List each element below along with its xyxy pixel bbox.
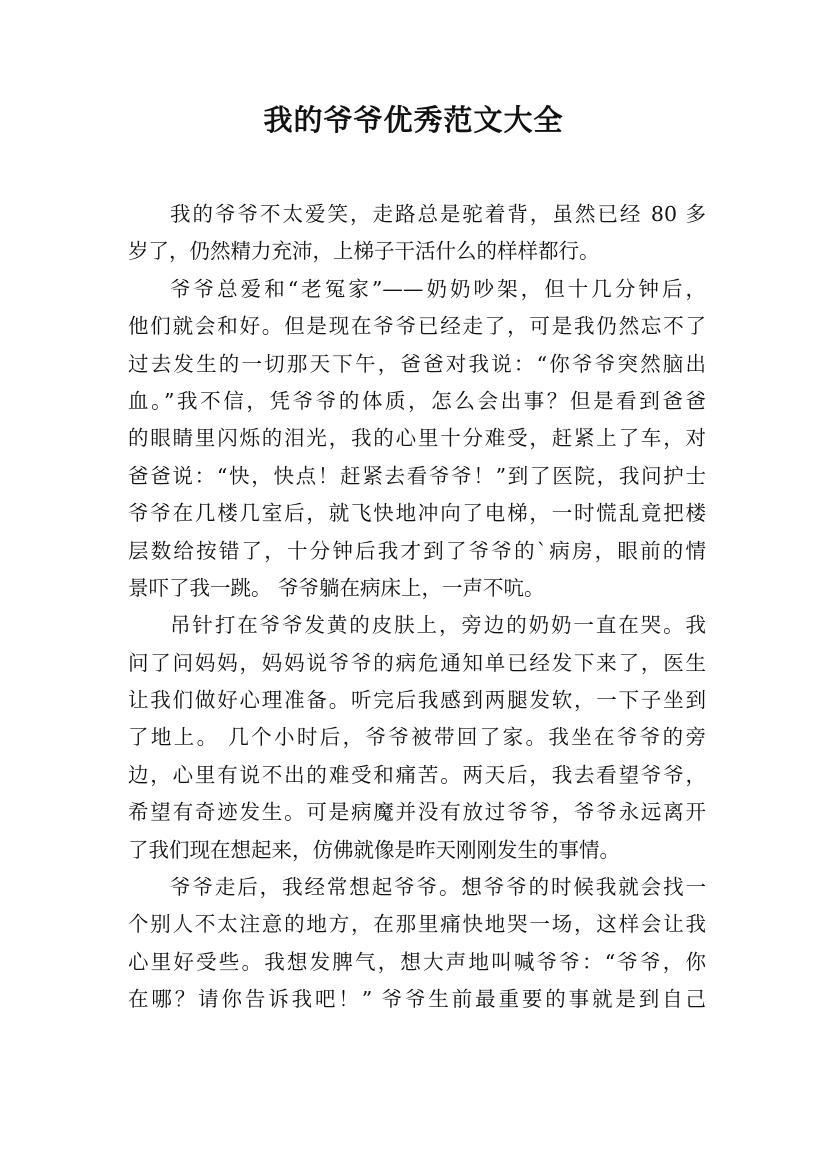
body-line: 爸爸说：“快，快点！赶紧去看爷爷！”到了医院，我问护士 bbox=[128, 463, 706, 488]
body-line: 他们就会和好。但是现在爷爷已经走了，可是我仍然忘不了 bbox=[128, 314, 706, 339]
body-line: 心里好受些。我想发脾气，想大声地叫喊爷爷：“爷爷，你 bbox=[128, 949, 706, 974]
body-line: 希望有奇迹发生。可是病魔并没有放过爷爷，爷爷永远离开 bbox=[128, 800, 706, 825]
document-title: 我的爷爷优秀范文大全 bbox=[263, 103, 564, 137]
body-line: 爷爷在几楼几室后，就飞快地冲向了电梯，一时慌乱竟把楼 bbox=[128, 501, 706, 526]
body-line: 过去发生的一切那天下午，爸爸对我说：“你爷爷突然脑出 bbox=[128, 351, 706, 376]
body-line: 边，心里有说不出的难受和痛苦。两天后，我去看望爷爷， bbox=[128, 762, 706, 787]
body-line: 我的爷爷不太爱笑，走路总是驼着背，虽然已经 80 多 bbox=[170, 202, 706, 226]
body-line: 了我们现在想起来，仿佛就像是昨天刚刚发生的事情。 bbox=[128, 837, 620, 862]
body-line: 景吓了我一跳。 爷爷躺在病床上，一声不吭。 bbox=[128, 575, 545, 600]
body-line: 爷爷走后，我经常想起爷爷。想爷爷的时候我就会找一 bbox=[170, 875, 706, 900]
body-line: 吊针打在爷爷发黄的皮肤上，旁边的奶奶一直在哭。我 bbox=[170, 613, 706, 638]
body-line: 岁了，仍然精力充沛，上梯子干活什么的样样都行。 bbox=[128, 239, 600, 264]
document-body bbox=[128, 196, 706, 1019]
body-line: 了地上。 几个小时后，爷爷被带回了家。我坐在爷爷的旁 bbox=[128, 725, 706, 750]
body-line: 爷爷总爱和“老冤家”——奶奶吵架，但十几分钟后， bbox=[170, 276, 706, 301]
body-line: 在哪？请你告诉我吧！” 爷爷生前最重要的事就是到自己 bbox=[128, 987, 706, 1012]
body-line: 问了问妈妈，妈妈说爷爷的病危通知单已经发下来了，医生 bbox=[128, 650, 706, 675]
body-line: 血。”我不信，凭爷爷的体质，怎么会出事？但是看到爸爸 bbox=[128, 388, 706, 413]
body-line: 层数给按错了，十分钟后我才到了爷爷的`病房，眼前的情 bbox=[128, 538, 706, 563]
body-line: 个别人不太注意的地方，在那里痛快地哭一场，这样会让我 bbox=[128, 912, 706, 937]
body-line: 的眼睛里闪烁的泪光，我的心里十分难受，赶紧上了车，对 bbox=[128, 426, 706, 451]
body-line: 让我们做好心理准备。听完后我感到两腿发软，一下子坐到 bbox=[128, 688, 706, 713]
